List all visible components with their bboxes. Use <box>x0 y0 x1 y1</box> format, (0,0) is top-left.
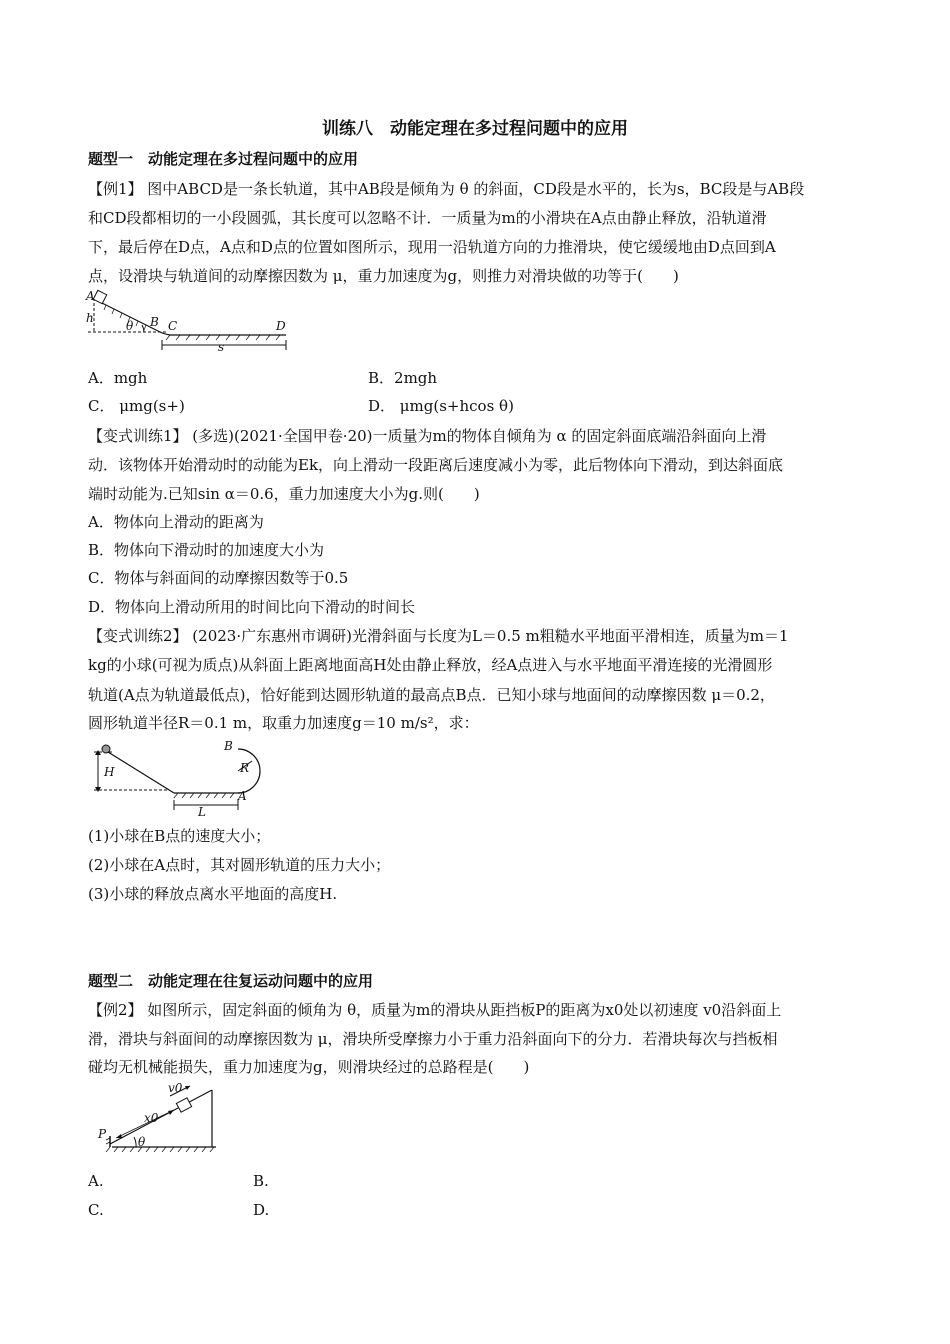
label-R: R <box>240 761 250 775</box>
example1-line: 下，最后停在D点，A点和D点的位置如图所示，现用一沿轨道方向的力推滑块，使它缓缓地由D点回到A <box>88 238 776 256</box>
label-x0: x0 <box>144 1111 159 1125</box>
incline-track-figure <box>86 290 296 356</box>
variant1-option: B．物体向下滑动时的加速度大小为 <box>88 541 325 559</box>
variant2-line: 【变式训练2】 (2023·广东惠州市调研)光滑斜面与长度为L＝0.5 m粗糙水平地面平滑相连，质量为m＝1 <box>88 627 789 645</box>
example2-line: 滑，滑块与斜面间的动摩擦因数为 μ，滑块所受摩擦力小于重力沿斜面向下的分力．若滑块每次与挡板相 <box>88 1030 778 1048</box>
example2-option-a: A. <box>88 1172 104 1190</box>
variant1-line: 动．该物体开始滑动时的动能为Ek，向上滑动一段距离后速度减小为零，此后物体向下滑动，到达斜面底 <box>88 456 784 474</box>
variant1-option: A．物体向上滑动的距离为 <box>88 513 264 531</box>
label-v0: v0 <box>168 1081 183 1095</box>
variant1-option: C．物体与斜面间的动摩擦因数等于0.5 <box>88 569 349 587</box>
label-A: A <box>86 289 95 303</box>
example1-option-d: D． μmg(s+hcos θ) <box>368 397 514 415</box>
label-s: s <box>218 340 225 354</box>
label-C: C <box>168 319 178 333</box>
page-title: 训练八 动能定理在多过程问题中的应用 <box>322 119 628 139</box>
example2-line: 【例2】 如图所示，固定斜面的倾角为 θ，质量为m的滑块从距挡板P的距离为x0处以初速度 v0沿斜面上 <box>88 1001 782 1019</box>
example1-line: 和CD段都相切的一小段圆弧，其长度可以忽略不计．一质量为m的小滑块在A点由静止释放，沿轨道滑 <box>88 209 767 227</box>
example1-option-c: C． μmg(s+) <box>88 397 185 415</box>
variant2-line: 轨道(A点为轨道最低点)，恰好能到达圆形轨道的最高点B点．已知小球与地面间的动摩擦因数 μ＝0.2， <box>88 686 775 704</box>
variant2-line: 圆形轨道半径R＝0.1 m，取重力加速度g＝10 m/s²，求： <box>88 714 479 732</box>
variant2-question: (3)小球的释放点离水平地面的高度H. <box>88 885 338 903</box>
variant1-line: 端时动能为.已知sin α＝0.6，重力加速度大小为g.则( ) <box>88 485 480 503</box>
label-B: B <box>150 315 159 329</box>
label-B: B <box>224 739 233 753</box>
inclined-plane-figure <box>92 1082 232 1162</box>
example1-line: 点，设滑块与轨道间的动摩擦因数为 μ，重力加速度为g，则推力对滑块做的功等于( ) <box>88 267 679 285</box>
variant2-question: (1)小球在B点的速度大小； <box>88 827 271 845</box>
label-theta: θ <box>138 1135 146 1149</box>
label-h: h <box>86 311 94 325</box>
example1-option-b: B．2mgh <box>368 369 438 387</box>
example2-option-b: B. <box>253 1172 269 1190</box>
label-P: P <box>98 1127 107 1141</box>
loop-track-figure <box>88 738 288 820</box>
label-theta: θ <box>126 319 134 333</box>
example2-line: 碰均无机械能损失，重力加速度为g，则滑块经过的总路程是( ) <box>88 1058 530 1076</box>
label-A: A <box>238 789 247 803</box>
variant2-question: (2)小球在A点时，其对圆形轨道的压力大小； <box>88 856 391 874</box>
example2-option-d: D. <box>253 1201 270 1219</box>
label-D: D <box>276 319 286 333</box>
label-H: H <box>104 765 115 779</box>
section-heading-2: 题型二 动能定理在往复运动问题中的应用 <box>88 972 374 990</box>
example2-option-c: C. <box>88 1201 104 1219</box>
section-heading-1: 题型一 动能定理在多过程问题中的应用 <box>88 150 359 168</box>
variant1-line: 【变式训练1】 (多选)(2021·全国甲卷·20)一质量为m的物体自倾角为 α 的固定斜面底端沿斜面向上滑 <box>88 427 767 445</box>
example1-line: 【例1】 图中ABCD是一条长轨道，其中AB段是倾角为 θ 的斜面，CD段是水平的，长为s，BC段是与AB段 <box>88 180 805 198</box>
example1-option-a: A．mgh <box>88 369 148 387</box>
variant2-line: kg的小球(可视为质点)从斜面上距离地面高H处由静止释放，经A点进入与水平地面平滑连接的光滑圆形 <box>88 656 773 674</box>
label-L: L <box>198 805 206 819</box>
variant1-option: D．物体向上滑动所用的时间比向下滑动的时间长 <box>88 598 416 616</box>
